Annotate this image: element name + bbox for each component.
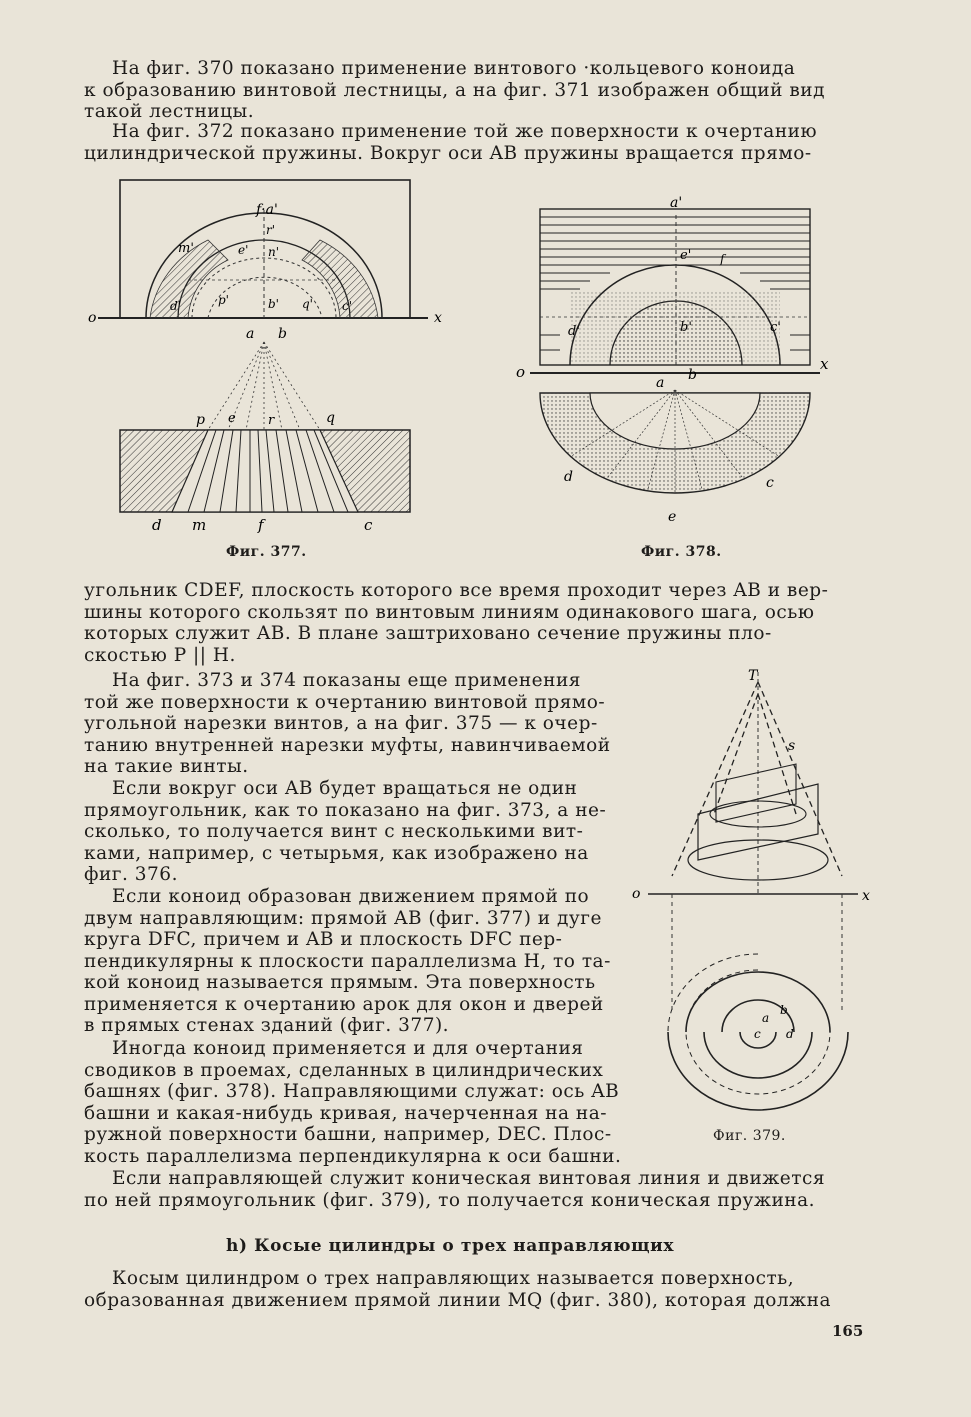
label: b xyxy=(278,326,287,342)
label: p xyxy=(196,412,205,428)
label: c' xyxy=(342,299,353,313)
text-line: которых служит AB. В плане заштриховано сечение пружины пло- xyxy=(84,623,772,644)
label: s xyxy=(788,738,796,754)
label: f·a' xyxy=(256,202,278,218)
label: a xyxy=(762,1011,770,1025)
label: x xyxy=(820,355,829,373)
label: d xyxy=(152,516,162,534)
text-line: башнях (фиг. 378). Направляющими служат: ось AB xyxy=(84,1081,620,1102)
text-line: Если вокруг оси AB будет вращаться не один xyxy=(112,778,578,799)
label: r xyxy=(268,413,275,428)
label: c xyxy=(754,1027,761,1041)
paragraph-2 xyxy=(84,121,876,164)
text-line: той же поверхности к очертанию винтовой прямо- xyxy=(84,691,606,713)
label: c' xyxy=(770,320,781,335)
label: a' xyxy=(670,195,683,211)
label: x xyxy=(434,310,442,326)
label: d' xyxy=(568,324,580,339)
label: e' xyxy=(238,243,249,257)
opening-section xyxy=(570,291,780,365)
label: b xyxy=(688,367,697,383)
label: n' xyxy=(268,245,280,259)
text-line: Если направляющей служит коническая винтовая линия и движется xyxy=(112,1168,826,1189)
text-line: по ней прямоугольник (фиг. 379), то получается коническая пружина. xyxy=(84,1189,816,1211)
paragraph-7 xyxy=(84,1038,624,1167)
text-line: угольник CDEF, плоскость которого все время проходит через AB и вер- xyxy=(84,580,829,601)
text-line: башни и какая-нибудь кривая, начерченная на на- xyxy=(84,1102,608,1124)
label: b xyxy=(780,1003,788,1017)
figure-378-drawing xyxy=(516,195,829,525)
label: e' xyxy=(680,248,692,263)
label: q' xyxy=(302,297,313,311)
label: o xyxy=(516,363,526,381)
text-line: пендикулярны к плоскости параллелизма H, то та- xyxy=(84,950,611,972)
figure-377-drawing xyxy=(88,172,442,534)
label: T xyxy=(748,668,758,684)
text-line: Если коноид образован движением прямой по xyxy=(112,886,590,907)
figure-377-caption: Фиг. 377. xyxy=(226,544,307,560)
text-line: Иногда коноид применяется и для очертания xyxy=(112,1038,584,1059)
text-line: На фиг. 372 показано применение той же поверхности к очертанию xyxy=(112,121,818,142)
label: d xyxy=(786,1027,794,1041)
label: e xyxy=(668,509,677,525)
text-line: ружной поверхности башни, например, DEC. Плос- xyxy=(84,1124,612,1145)
label: c xyxy=(766,475,774,491)
text-line: двум направляющим: прямой AB (фиг. 377) и дуге xyxy=(84,907,602,929)
paragraph-1 xyxy=(84,58,876,123)
label: p' xyxy=(218,293,229,307)
text-line: танию внутренней нарезки муфты, навинчиваемой xyxy=(84,734,611,756)
label: f xyxy=(720,252,725,266)
spring-ellipse xyxy=(688,840,828,880)
paragraph-8 xyxy=(84,1168,876,1211)
text-line: сколько, то получается винт с несколькими вит- xyxy=(84,821,584,842)
label: f xyxy=(258,516,264,534)
figure-379-caption: Фиг. 379. xyxy=(713,1128,786,1144)
label: a xyxy=(246,326,255,342)
label: e xyxy=(228,411,236,426)
label: m xyxy=(192,516,207,534)
text-line: ками, например, с четырьмя, как изображено на xyxy=(84,842,589,864)
paragraph-5 xyxy=(84,778,624,886)
label: m' xyxy=(178,241,194,256)
label: a xyxy=(656,375,665,391)
text-line: шины которого скользят по винтовым линиям одинакового шага, осью xyxy=(84,601,815,623)
section-heading: h) Косые цилиндры о трех направляющих xyxy=(226,1236,675,1256)
label: q xyxy=(326,410,335,426)
label: d' xyxy=(170,299,181,313)
figure-378-caption: Фиг. 378. xyxy=(641,544,722,560)
text-line: кость параллелизма перпендикулярна к оси башни. xyxy=(84,1145,622,1167)
page-number: 165 xyxy=(832,1322,864,1340)
label: c xyxy=(364,516,373,534)
label: d xyxy=(564,469,573,485)
text-line: применяется к очертанию арок для окон и дверей xyxy=(84,993,604,1015)
text-line: Косым цилиндром о трех направляющих называется поверхность, xyxy=(112,1268,795,1289)
paragraph-4 xyxy=(84,670,624,778)
hatched-section-right xyxy=(302,240,378,318)
text-line: скостью P || H. xyxy=(84,644,236,666)
paragraph-9 xyxy=(84,1268,876,1311)
text-line: цилиндрической пружины. Вокруг оси AB пружины вращается прямо- xyxy=(84,142,812,164)
paragraph-3 xyxy=(84,580,876,666)
paragraph-6 xyxy=(84,886,624,1037)
text-line: прямоугольник, как то показано на фиг. 373, а не- xyxy=(84,799,607,821)
text-line: кой коноид называется прямым. Эта поверхность xyxy=(84,972,596,993)
text-line: образованная движением прямой линии MQ (фиг. 380), которая должна xyxy=(84,1289,831,1311)
text-line: такой лестницы. xyxy=(84,101,255,122)
label: b' xyxy=(268,297,279,311)
text-line: На фиг. 370 показано применение винтового ·кольцевого коноида xyxy=(112,58,796,79)
text-line: фиг. 376. xyxy=(84,864,178,885)
label: o xyxy=(88,310,97,326)
label: x xyxy=(862,888,870,904)
figure-379-drawing xyxy=(632,664,870,1124)
label: r' xyxy=(266,223,276,237)
text-line: сводиков в проемах, сделанных в цилиндрических xyxy=(84,1059,604,1081)
projection-rays xyxy=(208,342,320,430)
text-line: на такие винты. xyxy=(84,756,249,777)
text-line: круга DFC, причем и AB и плоскость DFC пер- xyxy=(84,929,563,950)
label: o xyxy=(632,886,641,902)
text-line: На фиг. 373 и 374 показаны еще применения xyxy=(112,670,581,691)
label: b' xyxy=(680,320,692,335)
text-line: угольной нарезки винтов, а на фиг. 375 — к очер- xyxy=(84,713,598,734)
text-line: в прямых стенах зданий (фиг. 377). xyxy=(84,1015,450,1036)
text-line: к образованию винтовой лестницы, а на фиг. 371 изображен общий вид xyxy=(84,79,825,101)
